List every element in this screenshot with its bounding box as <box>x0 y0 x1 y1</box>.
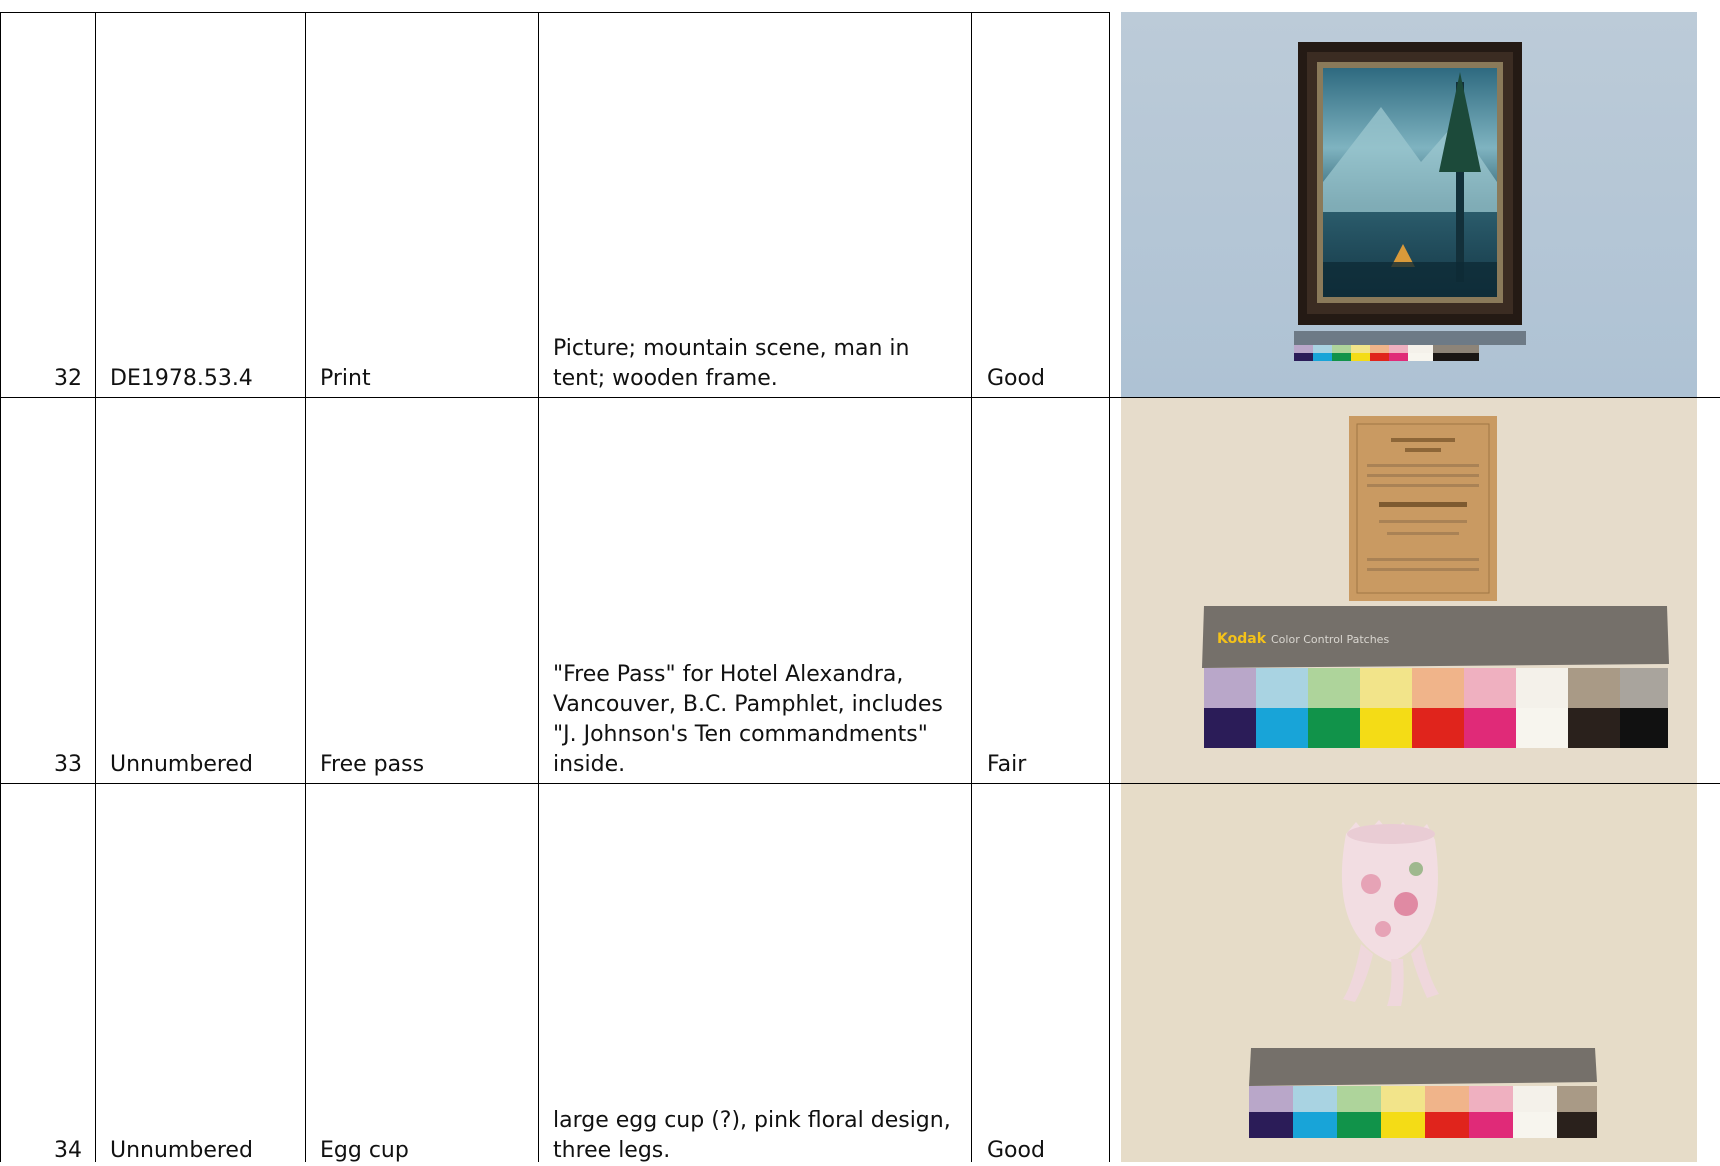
row-number: 33 <box>54 752 82 777</box>
row-number: 34 <box>54 1138 82 1163</box>
object-photo-framed-print <box>1121 12 1697 397</box>
object-name: Egg cup <box>320 1138 409 1163</box>
col-divider-2 <box>305 12 306 1162</box>
col-divider-4 <box>971 12 972 1162</box>
table-border-top <box>0 12 1110 13</box>
object-photo-egg-cup <box>1121 784 1697 1162</box>
col-divider-3 <box>538 12 539 1162</box>
row-number: 32 <box>54 366 82 391</box>
accession-number: Unnumbered <box>110 752 253 777</box>
object-condition: Fair <box>987 752 1027 777</box>
accession-number: DE1978.53.4 <box>110 366 253 391</box>
object-description: "Free Pass" for Hotel Alexandra, Vancouver, B.C. Pamphlet, includes "J. Johnson's Ten commandments" inside. <box>553 662 943 777</box>
col-divider-1 <box>95 12 96 1162</box>
object-name: Free pass <box>320 752 425 777</box>
accession-number: Unnumbered <box>110 1138 253 1163</box>
col-divider-0 <box>0 12 1 1162</box>
col-divider-5 <box>1109 12 1110 1162</box>
object-name: Print <box>320 366 371 391</box>
object-description: large egg cup (?), pink floral design, three legs. <box>553 1108 951 1163</box>
kodak-logo-text: Kodak <box>1217 631 1266 647</box>
color-card-swatches <box>1204 668 1668 748</box>
object-condition: Good <box>987 366 1045 391</box>
object-photo-free-pass <box>1121 398 1697 783</box>
object-condition: Good <box>987 1138 1045 1163</box>
object-description: Picture; mountain scene, man in tent; wooden frame. <box>553 336 910 391</box>
svg-text:Color Control Patches: Color Control Patches <box>1271 633 1390 646</box>
